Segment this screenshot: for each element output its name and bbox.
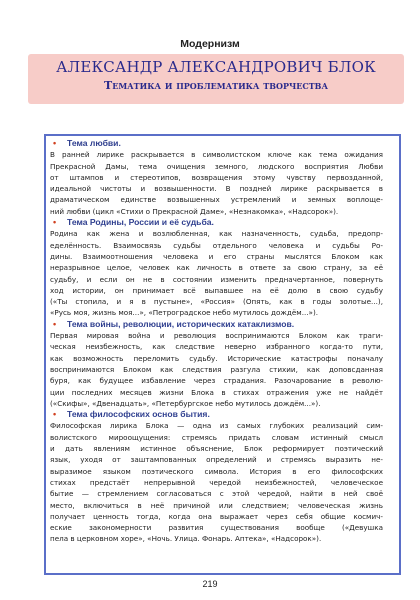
page-title: АЛЕКСАНДР АЛЕКСАНДРОВИЧ БЛОК	[56, 58, 376, 76]
section-heading-text: Тема любви.	[67, 138, 121, 148]
section	[50, 319, 383, 409]
text-line: еделённость. Взаимосвязь судьбы отдельного человека и судьбы Ро-	[50, 240, 383, 250]
text-line: дины. Взаимоотношения человека и его страны мыслятся Блоком как	[50, 251, 383, 261]
text-line: неразрывное целое, человек как личность в ответе за свою страну, за её	[50, 263, 383, 273]
text-line: «Русь моя, жизнь моя...», «Петроградское небо мутилось дождём...»).	[50, 308, 319, 318]
text-line: стихах предстаёт непрерывной чередой неизбежностей, человеческое	[50, 477, 383, 487]
section	[50, 217, 383, 319]
section-heading	[53, 138, 383, 149]
section-paragraph	[50, 330, 383, 409]
page-subtitle: Тематика и проблематика творчества	[104, 79, 328, 92]
text-line: В ранней лирике раскрывается в символистском ключе как тема ожидания	[50, 150, 383, 160]
section	[50, 409, 383, 545]
text-line: ческая неизбежность, как следствие неверно избранного когда-то пути,	[50, 342, 383, 352]
text-line: Родина как жена и возлюбленная, как назначенность, судьба, предопр-	[50, 229, 383, 239]
sections-list	[50, 138, 383, 545]
text-line: ход истории, он принимает всё выпавшее на её долю в свою судьбу	[50, 285, 383, 295]
text-line: выразимое языком поэтического символа. История в его философских	[50, 466, 383, 476]
text-line: как возможность переломить судьбу. Исторические катастрофы поначалу	[50, 353, 383, 363]
section-heading	[53, 217, 383, 228]
text-line: и дать явлениям истинное объяснение, Блок реформирует поэтический	[50, 444, 383, 454]
title-banner	[28, 54, 404, 104]
text-line: ции последних месяцев жизни Блока в стихах отражения уже не найдёт	[50, 387, 383, 397]
bullet-icon: •	[53, 318, 57, 329]
text-line: волистского мироощущения: стремясь придать словам истинный смысл	[50, 432, 383, 442]
text-line: Прекрасной Дамы, тема очищения земного, людского восприятия Любви	[50, 161, 383, 171]
bullet-icon: •	[53, 217, 57, 228]
text-line: еские закономерности развития существования вообще («Девушка	[50, 523, 383, 533]
text-line: Философская лирика Блока — одна из самых глубоких реализаций сим-	[50, 421, 383, 431]
text-line: драматическом единстве возвышенных устремлений и земных воплоще-	[50, 195, 383, 205]
text-line: место, включиться в неё причиной или следствием; человеческая жизнь	[50, 500, 383, 510]
section-paragraph	[50, 149, 383, 217]
running-head: Модернизм	[180, 38, 240, 50]
section-paragraph	[50, 420, 383, 544]
section-heading-text: Тема философских основ бытия.	[67, 409, 210, 420]
section-heading-text: Тема Родины, России и её судьба.	[67, 217, 214, 228]
bullet-icon: •	[53, 138, 57, 148]
text-line: («Скифы», «Двенадцать», «Петербургское небо мутилось дождём...»).	[50, 398, 321, 408]
text-line: получает ценность тогда, когда она выражает через себя общие космич-	[50, 511, 383, 521]
text-line: бытие — стремлением согласоваться с этой чередой, найти в ней своё	[50, 489, 383, 499]
text-line: буря, как будущее избавление через страдания. Разочарование в револю-	[50, 376, 383, 386]
text-line: ний любви (цикл «Стихи о Прекрасной Даме», «Незнакомка», «Надсорок»).	[50, 206, 339, 216]
text-line: Первая мировая война и революция воспринимаются Блоком как траги-	[50, 331, 383, 341]
text-line: язык, уходя от заштампованных определений и стремясь выразить не-	[50, 455, 383, 465]
text-line: идеальной чистоты и возвышенности. В поздней лирике раскрывается в	[50, 184, 383, 194]
text-line: пела в церковном хоре», «Ночь. Улица. Фонарь. Аптека», «Надсорок»).	[50, 534, 322, 544]
text-line: судьбу, и если он не в состоянии изменить предначертанное, повернуть	[50, 274, 383, 284]
text-line: воспринимаются Блоком как следствия разгула стихии, как доповсданная	[50, 364, 383, 374]
text-line: от штампов и стереотипов, возвращения этому чувству первозданной,	[50, 172, 383, 182]
bullet-icon: •	[53, 409, 57, 420]
section-heading	[53, 319, 383, 330]
page-number: 219	[202, 579, 218, 589]
section-paragraph	[50, 228, 383, 318]
section-heading-text: Тема войны, революции, исторических катаклизмов.	[67, 318, 295, 329]
section-heading	[53, 409, 383, 420]
text-line: («Ты стопила, и я в пустыне», «Россия» (Опять, как в годы золотые...),	[50, 297, 383, 307]
section	[50, 138, 383, 217]
